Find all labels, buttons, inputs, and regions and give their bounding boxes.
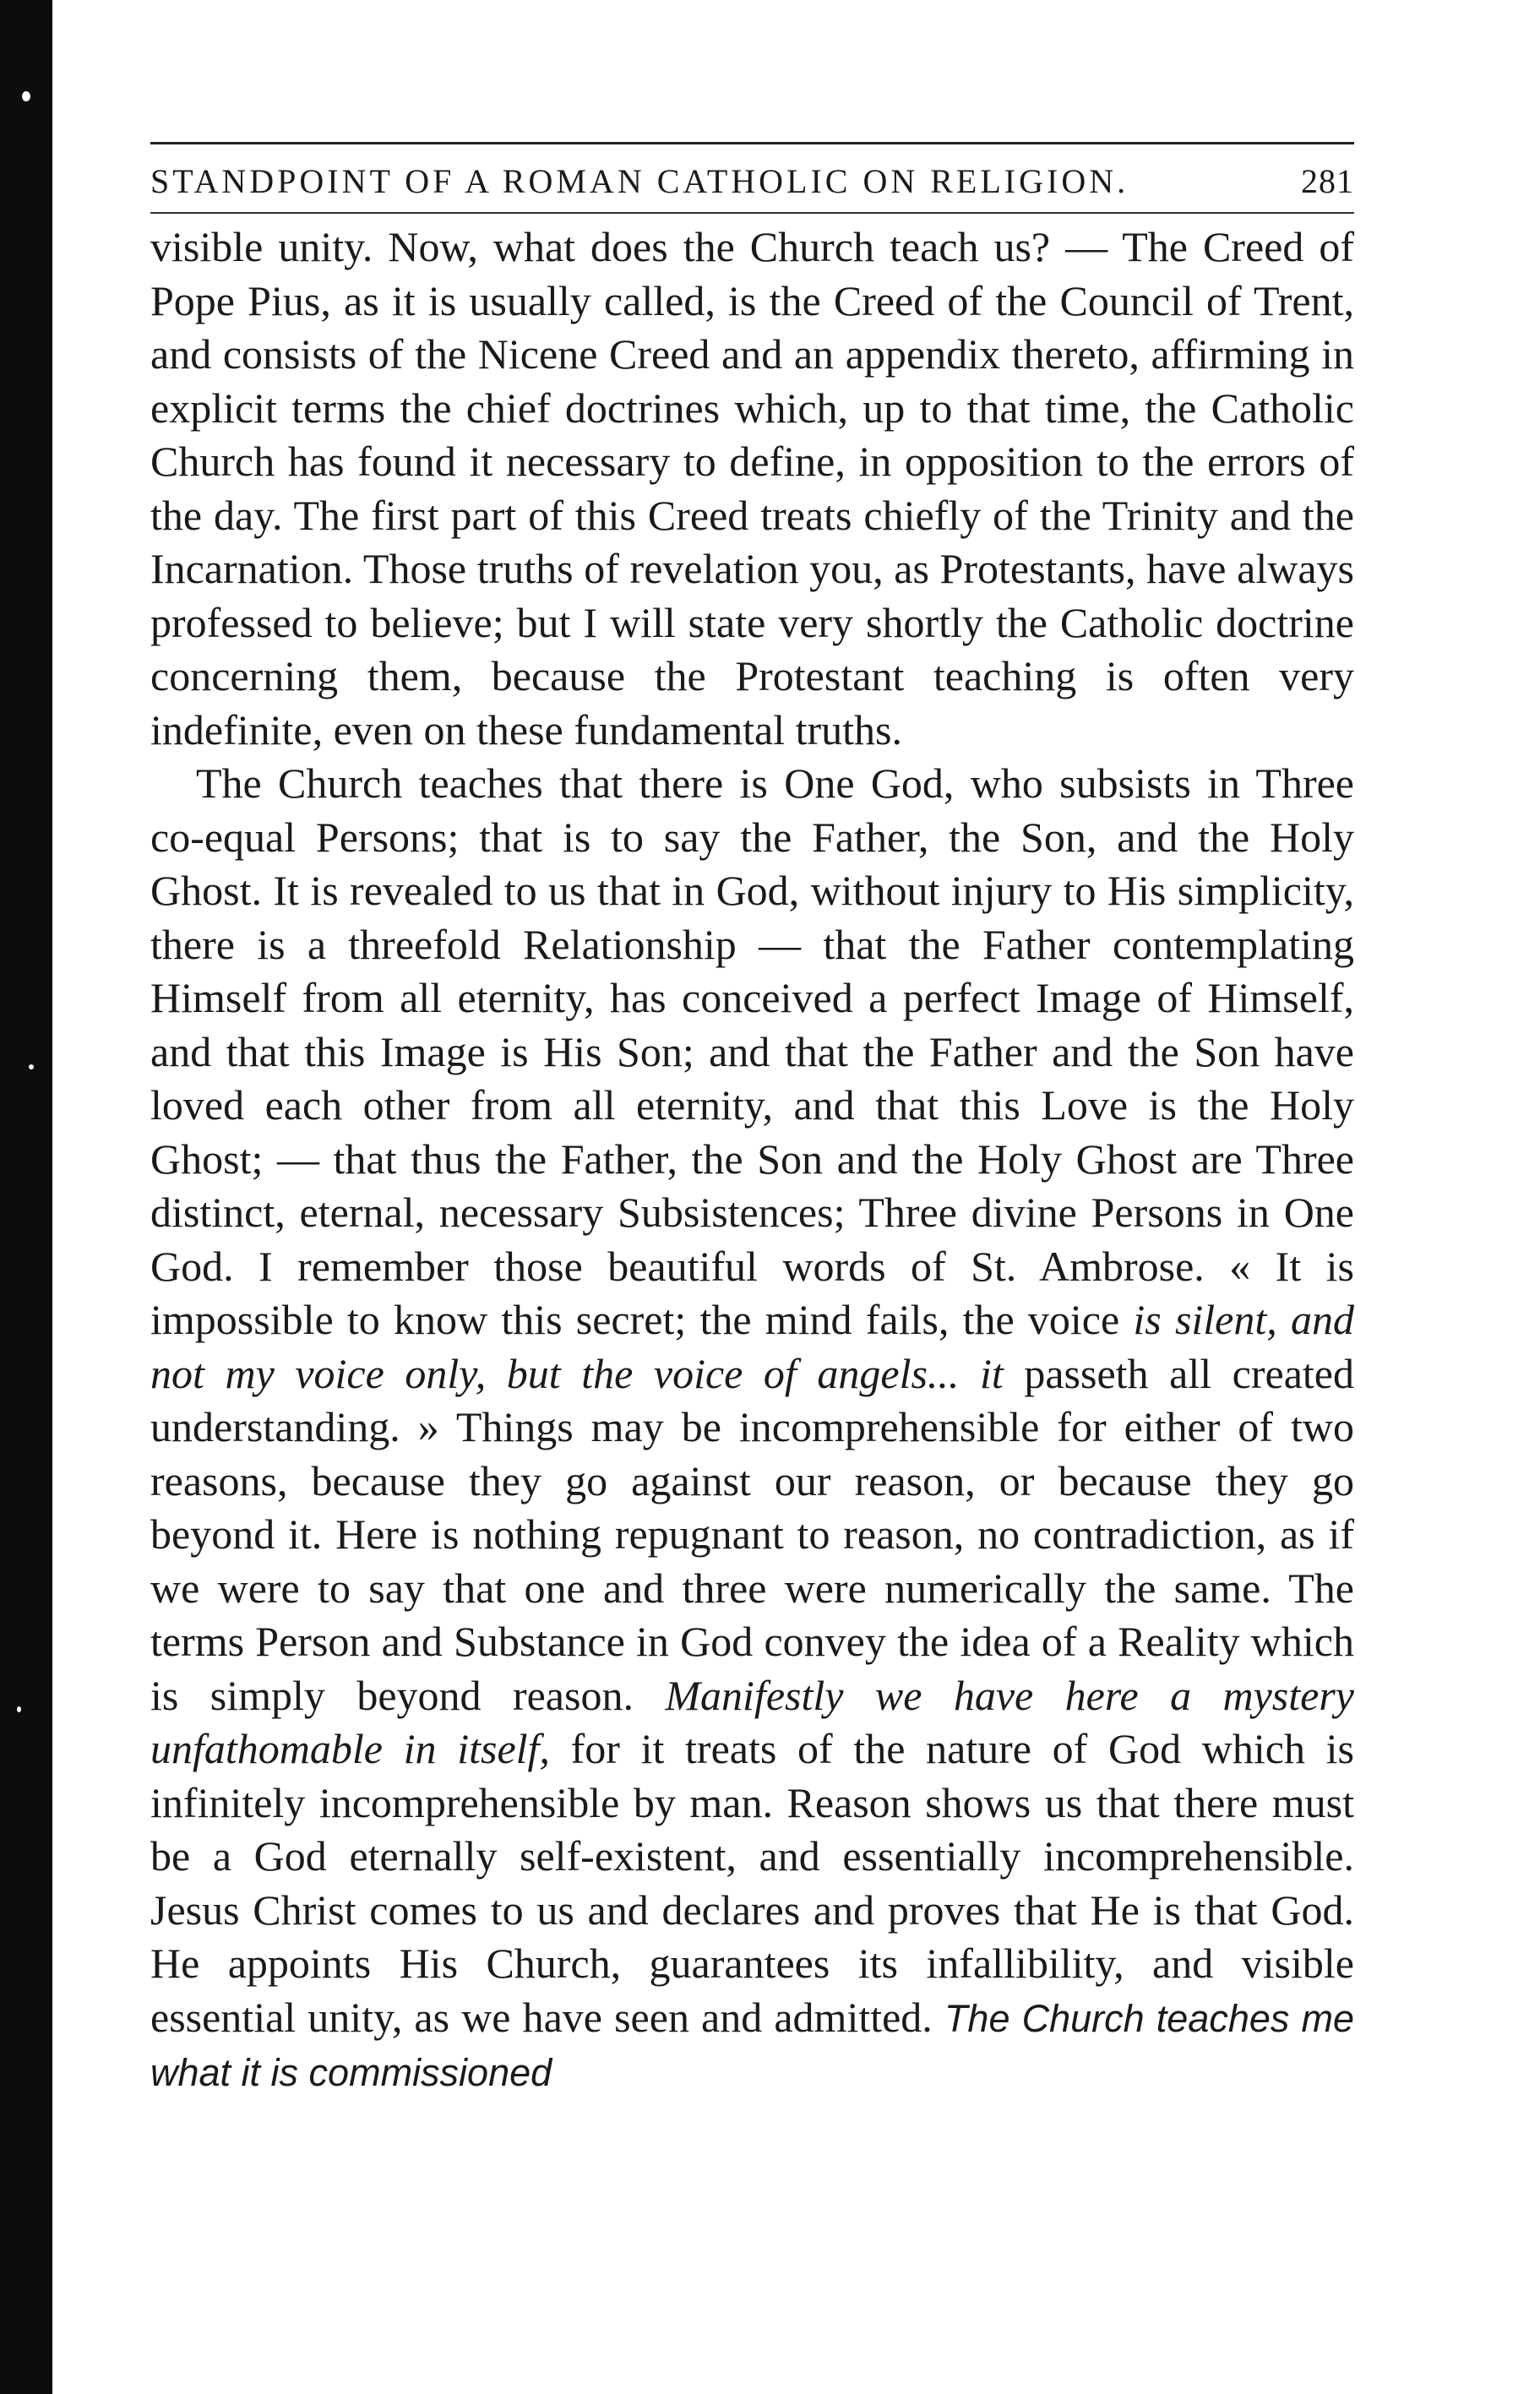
paragraph-2-part-a: The Church teaches that there is One God, who subsists in Three co-equal Persons; that is to say the Father, the Son, and the Holy Ghost. It is revealed to us that in God, without injury to His simplicity, there is a threefold Relationship — that the Father contemplating Himself from all eternity, has conceived a perfect Image of Himself, and that this Image is His Son; and that the Father and the Son have loved each other from all eternity, and that this Love is the Holy Ghost; — that thus the Father, the Son and the Holy Ghost are Three distinct, eternal, necessary Subsistences; Three divine Persons in One God. I remember those beautiful words of St. Ambrose. « It is impossible to know this secret; the mind fails, the voice xyxy=(150,759,1354,1343)
scan-speck xyxy=(22,91,30,101)
paragraph-2-part-b: passeth all created understanding. » Things may be incomprehensible for either of two reasons, because they go against our reason, or because they go beyond it. Here is nothing repugnant to reason, no contradiction, as if we were to say that one and three were numerically the same. The terms Person and Substance in God convey the idea of a Reality which is simply beyond reason. xyxy=(150,1349,1354,1719)
paragraph-1: visible unity. Now, what does the Church teach us? — The Creed of Pope Pius, as it is usually called, is the Creed of the Council of Trent, and consists of the Nicene Creed and an appendix thereto, affirming in explicit terms the chief doctrines which, up to that time, the Catholic Church has found it necessary to define, in opposition to the errors of the day. The first part of this Creed treats chiefly of the Trinity and the Incarnation. Those truths of revelation you, as Protestants, have always professed to believe; but I will state very shortly the Catholic doctrine concerning them, because the Protestant teaching is often very indefinite, even on these fundamental truths. xyxy=(150,223,1354,754)
running-title: STANDPOINT OF A ROMAN CATHOLIC ON RELIGION. xyxy=(150,162,1129,200)
header-rule-lower xyxy=(150,212,1354,214)
scan-binding-edge xyxy=(0,0,52,2394)
header-rule xyxy=(150,142,1354,144)
page-number: 281 xyxy=(1301,162,1354,200)
paragraph-2-final-line: The Church teaches me what it is commissioned xyxy=(150,1996,1355,2094)
body-text xyxy=(150,220,1354,2100)
scan-speck xyxy=(17,1706,21,1712)
paragraph-2-italic-quote: is silent, and not my voice only, but the voice of angels... it xyxy=(150,1296,1354,1397)
scan-speck xyxy=(29,1064,34,1069)
paragraph-2-italic-mystery: Manifestly we have here a mystery unfathomable in itself, xyxy=(150,1671,1355,1772)
running-head xyxy=(150,163,1354,200)
paragraph-2 xyxy=(150,757,1354,2100)
book-page xyxy=(150,142,1354,2100)
paragraph-2-part-c: for it treats of the nature of God which is infinitely incomprehensible by man. Reason shows us that there must be a God eternally self-existent, and essentially incomprehensible. Jesus Christ comes to us and declares and proves that He is that God. He appoints His Church, guarantees its infallibility, and visible essential unity, as we have seen and admitted. xyxy=(150,1725,1354,2041)
